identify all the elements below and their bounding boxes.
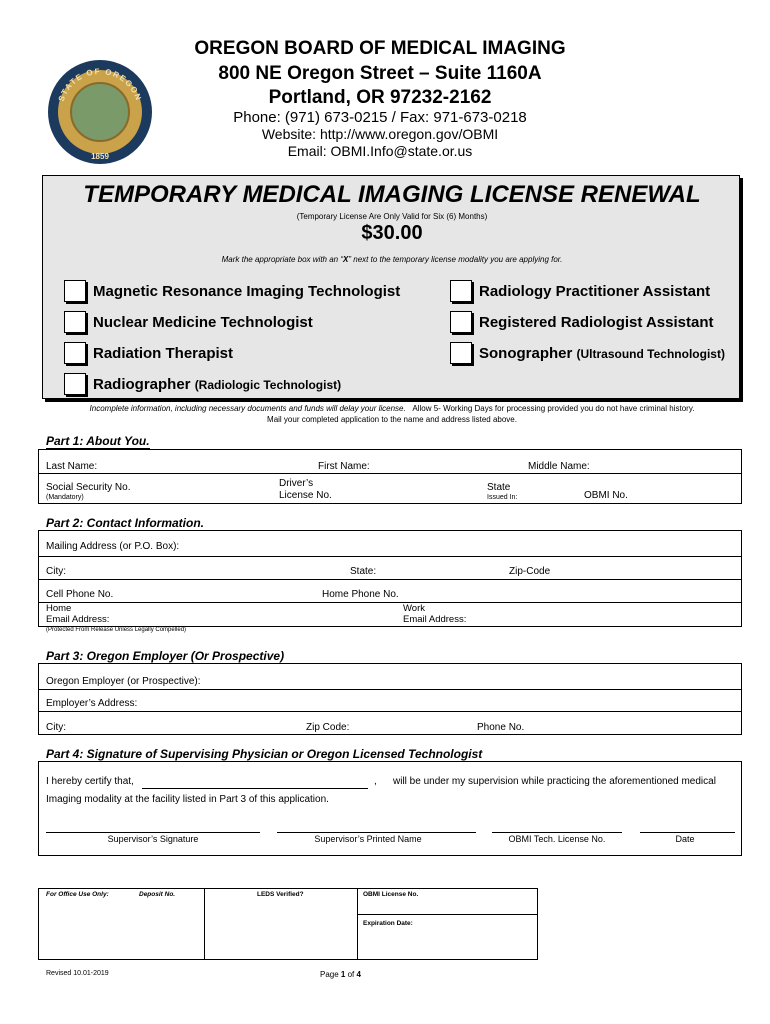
work-email-field[interactable]: Email Address: [403, 614, 467, 625]
divider [357, 888, 358, 960]
divider [38, 711, 742, 712]
obmi-license-label: OBMI License No. [363, 891, 419, 898]
validity-note: (Temporary License Are Only Valid for Six (6) Months) [296, 212, 488, 221]
signature-line[interactable] [46, 832, 260, 833]
employer-city-field[interactable]: City: [46, 722, 66, 733]
label-rpa: Radiology Practitioner Assistant [479, 283, 711, 300]
issued-in-field[interactable]: Issued In: [487, 494, 518, 501]
deposit-label: Deposit No. [139, 891, 176, 898]
dl-label-1: Driver’s [279, 478, 314, 489]
printed-name-line[interactable] [277, 832, 476, 833]
employer-address-field[interactable]: Employer’s Address: [46, 698, 138, 709]
label-mri: Magnetic Resonance Imaging Technologist [93, 283, 401, 300]
checkbox-rra[interactable] [450, 311, 472, 333]
org-city: Portland, OR 97232-2162 [268, 87, 492, 108]
label-nuclear-medicine: Nuclear Medicine Technologist [93, 314, 313, 331]
mark-instruction: Mark the appropriate box with an “X” next to the temporary license modality you are applying for. [221, 255, 563, 264]
ssn-mandatory: (Mandatory) [46, 494, 84, 501]
checkbox-nuclear-medicine[interactable] [64, 311, 86, 333]
signature-label: Supervisor’s Signature [107, 834, 199, 844]
date-line[interactable] [640, 832, 735, 833]
office-use-label: For Office Use Only: [46, 891, 109, 898]
employer-phone-field[interactable]: Phone No. [477, 722, 525, 733]
state-label: State [487, 482, 511, 493]
org-street: 800 NE Oregon Street – Suite 1160A [218, 63, 542, 84]
checkbox-sonographer[interactable] [450, 342, 472, 364]
divider [38, 602, 742, 603]
part3-heading: Part 3: Oregon Employer (Or Prospective) [46, 649, 285, 663]
org-email: Email: OBMI.Info@state.or.us [287, 143, 473, 159]
cell-phone-field[interactable]: Cell Phone No. [46, 589, 114, 600]
part4-heading: Part 4: Signature of Supervising Physician or Oregon Licensed Technologist [46, 747, 483, 761]
modality-text: Imaging modality at the facility listed in Part 3 of this application. [46, 794, 329, 805]
work-label: Work [403, 603, 425, 614]
obmi-no-field[interactable]: OBMI No. [584, 490, 628, 501]
label-radiation-therapist: Radiation Therapist [93, 345, 234, 362]
part3-box [38, 663, 742, 735]
checkbox-radiation-therapist[interactable] [64, 342, 86, 364]
certify-comma: , [374, 776, 377, 787]
seal-text [48, 60, 152, 164]
expiration-label: Expiration Date: [363, 920, 413, 927]
part1-box [38, 449, 742, 504]
date-label: Date [675, 834, 695, 844]
technologist-name-line[interactable] [142, 788, 368, 789]
seal-year: 1859 [91, 152, 109, 161]
first-name-field[interactable]: First Name: [318, 461, 370, 472]
protected-note: (Protected From Release Unless Legally Compelled) [46, 627, 187, 633]
ssn-field[interactable]: Social Security No. [46, 482, 131, 493]
divider [357, 914, 538, 915]
label-rra: Registered Radiologist Assistant [479, 314, 714, 331]
mailing-address-field[interactable]: Mailing Address (or P.O. Box): [46, 541, 180, 552]
dl-field[interactable]: License No. [279, 490, 332, 501]
page-number: Page 1 of 4 [320, 970, 361, 979]
printed-name-label: Supervisor’s Printed Name [314, 834, 422, 844]
mail-note: Mail your completed application to the name and address listed above. [267, 415, 517, 424]
tech-license-label: OBMI Tech. License No. [508, 834, 606, 844]
middle-name-field[interactable]: Middle Name: [528, 461, 590, 472]
divider [38, 579, 742, 580]
leds-label: LEDS Verified? [257, 891, 304, 898]
checkbox-mri[interactable] [64, 280, 86, 302]
city-field[interactable]: City: [46, 566, 66, 577]
svg-text:STATE OF OREGON [57, 67, 144, 103]
divider [38, 689, 742, 690]
divider [38, 556, 742, 557]
form-title: TEMPORARY MEDICAL IMAGING LICENSE RENEWAL [83, 181, 701, 208]
fee-amount: $30.00 [361, 222, 423, 244]
checkbox-rpa[interactable] [450, 280, 472, 302]
home-email-field[interactable]: Email Address: [46, 614, 110, 625]
zip-field[interactable]: Zip-Code [509, 566, 551, 577]
employer-zip-field[interactable]: Zip Code: [306, 722, 350, 733]
certify-text: I hereby certify that, [46, 776, 134, 787]
label-sonographer: Sonographer (Ultrasound Technologist) [479, 345, 725, 362]
tech-license-line[interactable] [492, 832, 622, 833]
label-radiographer: Radiographer (Radiologic Technologist) [93, 376, 342, 393]
state-field[interactable]: State: [350, 566, 377, 577]
office-use-box [38, 888, 538, 960]
part1-heading: Part 1: About You. [46, 434, 150, 448]
part2-heading: Part 2: Contact Information. [46, 516, 205, 530]
processing-note: Incomplete information, including necessary documents and funds will delay your license. Allow 5- Working Days for processing provided you do not have criminal history. [89, 404, 695, 413]
divider [38, 473, 742, 474]
home-label: Home [46, 603, 72, 614]
org-name: OREGON BOARD OF MEDICAL IMAGING [194, 38, 566, 59]
employer-field[interactable]: Oregon Employer (or Prospective): [46, 676, 201, 687]
seal-top-text: STATE OF OREGON [56, 66, 144, 103]
org-phone: Phone: (971) 673-0215 / Fax: 971-673-0218 [233, 109, 527, 126]
divider [204, 888, 205, 960]
home-phone-field[interactable]: Home Phone No. [322, 589, 399, 600]
revised-date: Revised 10.01-2019 [46, 970, 109, 977]
last-name-field[interactable]: Last Name: [46, 461, 98, 472]
org-website: Website: http://www.oregon.gov/OBMI [261, 126, 499, 142]
supervision-text: will be under my supervision while practicing the aforementioned medical [393, 776, 716, 787]
checkbox-radiographer[interactable] [64, 373, 86, 395]
